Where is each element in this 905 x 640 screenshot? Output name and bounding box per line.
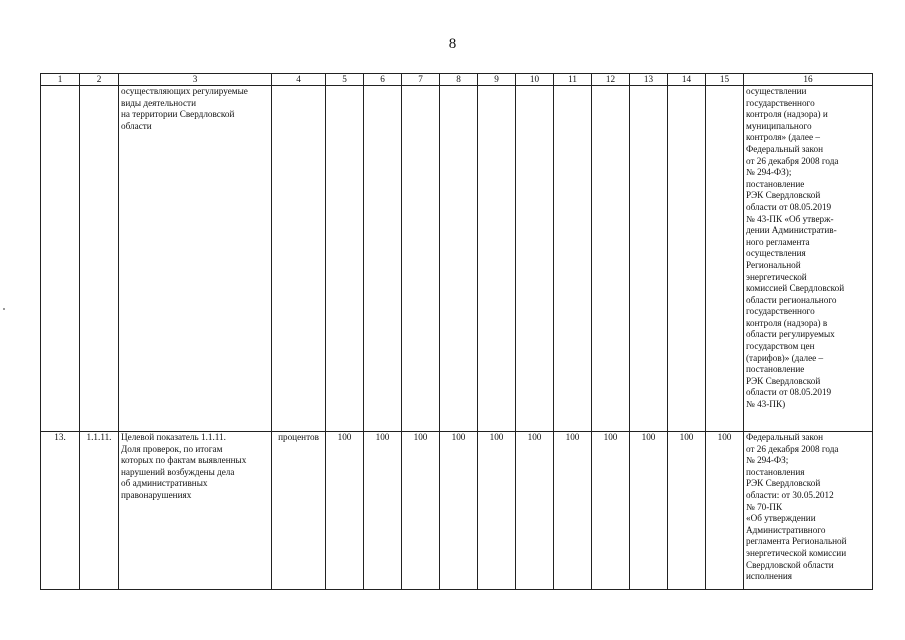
- indicator-name-cell: Целевой показатель 1.1.11. Доля проверок, по итогам которых по фактам выявленных нарушений возбуждены дела об административных правонарушениях: [119, 432, 272, 590]
- legal-basis-cell: осуществлении государственного контроля (надзора) и муниципального контроля» (далее – Федеральный закон от 26 декабря 2008 года № 294-ФЗ); постановление РЭК Свердловской области от 08.05.2019 № 43-ПК «Об утверж- дении Административ- ного регламента осуществления Региональной энергетической комиссией Свердловской области регионального государственного контроля (надзора) в области регулируемых государством цен (тарифов)» (далее – постановление РЭК Свердловской области от 08.05.2019 № 43-ПК): [744, 86, 873, 432]
- value-cell: [326, 86, 364, 432]
- unit-cell: [272, 86, 326, 432]
- column-header: 4: [272, 74, 326, 86]
- indicator-table: [40, 73, 873, 590]
- column-header: 10: [516, 74, 554, 86]
- value-cell: 100: [592, 432, 630, 590]
- column-header: 6: [364, 74, 402, 86]
- column-header: 15: [706, 74, 744, 86]
- page-number: 8: [448, 36, 457, 52]
- value-cell: [630, 86, 668, 432]
- column-header: 5: [326, 74, 364, 86]
- column-header: 9: [478, 74, 516, 86]
- value-cell: 100: [364, 432, 402, 590]
- column-header: 2: [80, 74, 119, 86]
- value-cell: 100: [630, 432, 668, 590]
- column-header: 12: [592, 74, 630, 86]
- legal-basis-cell: Федеральный закон от 26 декабря 2008 года № 294-ФЗ; постановления РЭК Свердловской области: от 30.05.2012 № 70-ПК «Об утверждении Административного регламента Региональной энергетической комиссии Свердловской области исполнения: [744, 432, 873, 590]
- indicator-name-cell: осуществляющих регулируемые виды деятельности на территории Свердловской области: [119, 86, 272, 432]
- value-cell: [440, 86, 478, 432]
- value-cell: 100: [326, 432, 364, 590]
- value-cell: [706, 86, 744, 432]
- value-cell: 100: [516, 432, 554, 590]
- value-cell: 100: [668, 432, 706, 590]
- column-header: 13: [630, 74, 668, 86]
- table-row: [41, 86, 873, 432]
- value-cell: [478, 86, 516, 432]
- table-header-row: [41, 74, 873, 86]
- value-cell: 100: [706, 432, 744, 590]
- margin-mark: [3, 308, 5, 310]
- unit-cell: процентов: [272, 432, 326, 590]
- column-header: 3: [119, 74, 272, 86]
- value-cell: 100: [554, 432, 592, 590]
- row-number-cell: 13.: [41, 432, 80, 590]
- value-cell: [516, 86, 554, 432]
- value-cell: [402, 86, 440, 432]
- column-header: 16: [744, 74, 873, 86]
- row-number-cell: [41, 86, 80, 432]
- value-cell: 100: [440, 432, 478, 590]
- value-cell: [668, 86, 706, 432]
- column-header: 14: [668, 74, 706, 86]
- value-cell: 100: [478, 432, 516, 590]
- code-cell: 1.1.11.: [80, 432, 119, 590]
- code-cell: [80, 86, 119, 432]
- value-cell: [592, 86, 630, 432]
- column-header: 7: [402, 74, 440, 86]
- value-cell: [554, 86, 592, 432]
- column-header: 11: [554, 74, 592, 86]
- table-row: [41, 432, 873, 590]
- value-cell: 100: [402, 432, 440, 590]
- column-header: 1: [41, 74, 80, 86]
- column-header: 8: [440, 74, 478, 86]
- value-cell: [364, 86, 402, 432]
